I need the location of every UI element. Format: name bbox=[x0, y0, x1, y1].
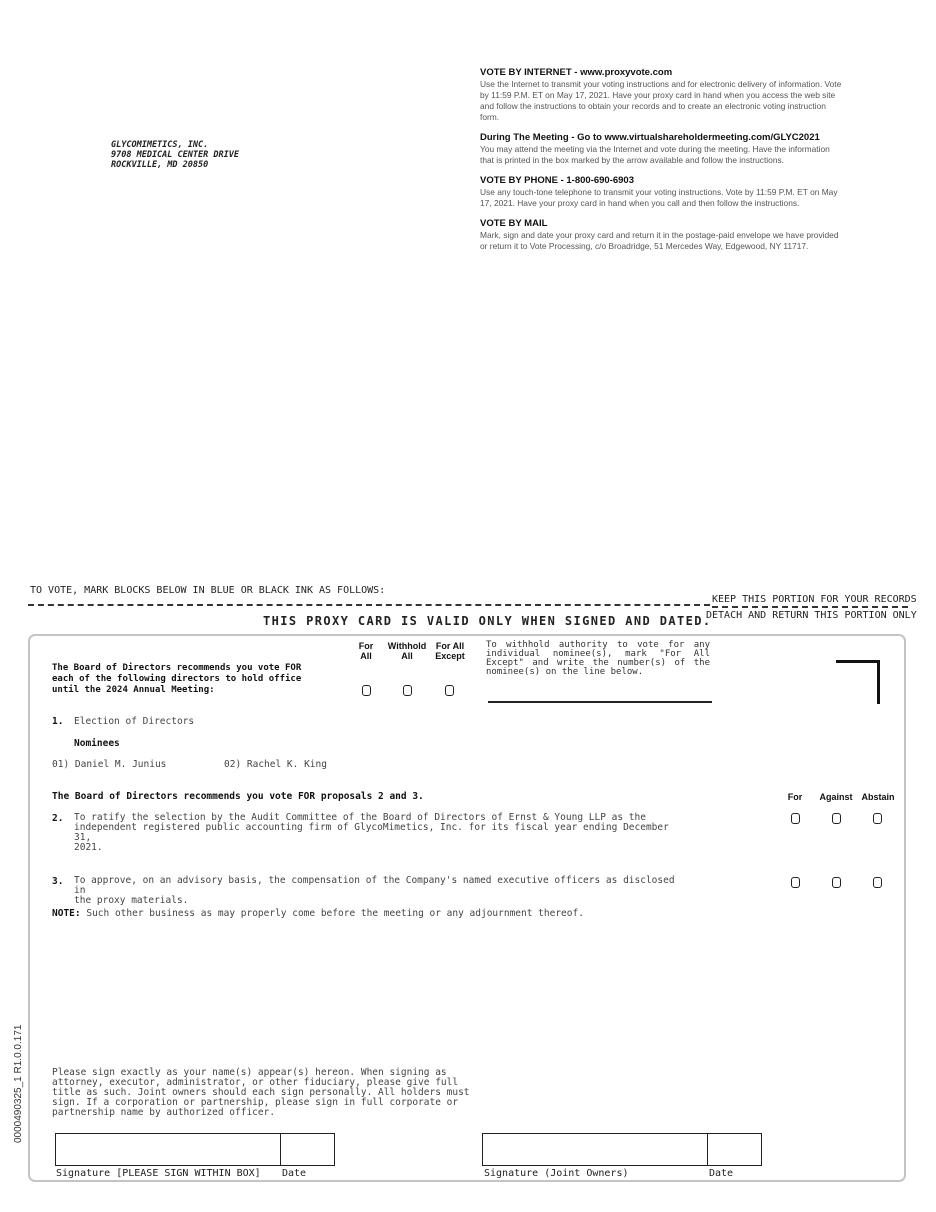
sign-instructions-line1: Please sign exactly as your name(s) appear(s) hereon. When signing as bbox=[52, 1067, 447, 1078]
col-for-all-except-line2: Except bbox=[435, 651, 465, 661]
sign-instructions bbox=[52, 1068, 472, 1118]
item2-abstain-checkbox[interactable] bbox=[873, 813, 882, 824]
valid-notice: THIS PROXY CARD IS VALID ONLY WHEN SIGNED AND DATED. bbox=[263, 614, 712, 628]
item2-line3: 2021. bbox=[74, 842, 103, 853]
withhold-instruction: To withhold authority to vote for any individual nominee(s), mark "For All Except" and write the number(s) of the nominee(s) on the line below. bbox=[486, 640, 710, 677]
sign-instructions-line3: title as such. Joint owners should each sign personally. All holders must bbox=[52, 1087, 470, 1098]
vote-internet-heading: VOTE BY INTERNET - www.proxyvote.com bbox=[480, 67, 673, 78]
vote-mail-section bbox=[480, 218, 846, 252]
document-code: 0000490325_1 R1.0.0.171 bbox=[13, 1024, 24, 1143]
item1-number: 1. bbox=[52, 716, 64, 727]
company-street: 9708 MEDICAL CENTER DRIVE bbox=[111, 150, 239, 160]
joint-signature-label: Signature (Joint Owners) bbox=[484, 1168, 629, 1179]
date-box[interactable] bbox=[280, 1133, 335, 1166]
company-name: GLYCOMIMETICS, INC. bbox=[111, 140, 209, 150]
vote-mail-text: Mark, sign and date your proxy card and return it in the postage-paid envelope we have provided or return it to Vote Processing, c/o Broadridge, 51 Mercedes Way, Edgewood, NY 11717. bbox=[480, 230, 839, 251]
item3-number: 3. bbox=[52, 876, 64, 887]
corner-mark bbox=[836, 660, 880, 704]
item2-for-checkbox[interactable] bbox=[791, 813, 800, 824]
nominee-1: 01) Daniel M. Junius bbox=[52, 759, 167, 770]
sign-instructions-line4: sign. If a corporation or partnership, please sign in full corporate or bbox=[52, 1097, 459, 1108]
note bbox=[52, 908, 584, 919]
col-withhold-all bbox=[384, 641, 430, 661]
item2-text bbox=[74, 813, 684, 853]
col-for-all-line2: All bbox=[360, 651, 372, 661]
detach-return-label: DETACH AND RETURN THIS PORTION ONLY bbox=[706, 610, 917, 621]
item2-line2: independent registered public accounting firm of GlycoMimetics, Inc. for its fiscal year ending December 31, bbox=[74, 822, 669, 843]
item3-line1: To approve, on an advisory basis, the compensation of the Company's named executive officers as disclosed in bbox=[74, 875, 675, 896]
item3-line2: the proxy materials. bbox=[74, 895, 189, 906]
item3-abstain-checkbox[interactable] bbox=[873, 877, 882, 888]
vote-phone-heading: VOTE BY PHONE - 1-800-690-6903 bbox=[480, 175, 635, 186]
col-for-all bbox=[352, 641, 380, 661]
board-directors-recommendation bbox=[52, 663, 301, 696]
vote-meeting-text: You may attend the meeting via the Internet and vote during the meeting. Have the information that is printed in the box marked by the arrow available and follow the instructions. bbox=[480, 144, 830, 165]
item2-against-checkbox[interactable] bbox=[832, 813, 841, 824]
vote-internet-text: Use the Internet to transmit your voting instructions and for electronic delivery of information. Vote by 11:59 P.M. ET on May 17, 2021. Have your proxy card in hand when you access the web site and follow the instructions to obtain your records and to create an electronic voting instruction form. bbox=[480, 79, 842, 122]
signature-label: Signature [PLEASE SIGN WITHIN BOX] bbox=[56, 1168, 261, 1179]
board-rec-line3: until the 2024 Annual Meeting: bbox=[52, 685, 215, 695]
nominees-label: Nominees bbox=[74, 738, 120, 749]
company-address bbox=[111, 140, 239, 170]
col-withhold-all-line1: Withhold bbox=[387, 641, 427, 651]
nominee-2: 02) Rachel K. King bbox=[224, 759, 327, 770]
col-for-all-except bbox=[430, 641, 470, 661]
detach-dashed-line bbox=[28, 604, 710, 606]
item3-for-checkbox[interactable] bbox=[791, 877, 800, 888]
vote-phone-text: Use any touch-tone telephone to transmit your voting instructions. Vote by 11:59 P.M. ET on May 17, 2021. Have your proxy card in hand when you call and then follow the instructions. bbox=[480, 187, 838, 208]
item2-line1: To ratify the selection by the Audit Committee of the Board of Directors of Ernst & Young LLP as the bbox=[74, 812, 646, 823]
item3-text bbox=[74, 876, 684, 906]
item1-label: Election of Directors bbox=[74, 716, 195, 727]
vote-internet-section bbox=[480, 67, 846, 123]
directors-withhold-all-checkbox[interactable] bbox=[403, 685, 412, 696]
sign-instructions-line5: partnership name by authorized officer. bbox=[52, 1107, 276, 1118]
joint-date-box[interactable] bbox=[707, 1133, 762, 1166]
vote-meeting-section bbox=[480, 132, 846, 166]
col-against: Against bbox=[819, 792, 853, 802]
col-withhold-all-line2: All bbox=[401, 651, 413, 661]
col-for: For bbox=[787, 792, 803, 802]
joint-date-label: Date bbox=[709, 1168, 734, 1179]
board-proposals-recommendation: The Board of Directors recommends you vote FOR proposals 2 and 3. bbox=[52, 791, 424, 802]
vote-meeting-heading: During The Meeting - Go to www.virtualshareholdermeeting.com/GLYC2021 bbox=[480, 132, 820, 143]
date-label: Date bbox=[282, 1168, 307, 1179]
vote-mail-heading: VOTE BY MAIL bbox=[480, 218, 548, 229]
note-label: NOTE: bbox=[52, 908, 81, 919]
col-for-all-except-line1: For All bbox=[435, 641, 465, 651]
directors-for-all-checkbox[interactable] bbox=[362, 685, 371, 696]
joint-signature-box[interactable] bbox=[482, 1133, 708, 1166]
voting-instructions bbox=[480, 67, 846, 261]
vote-phone-section bbox=[480, 175, 846, 209]
item3-against-checkbox[interactable] bbox=[832, 877, 841, 888]
note-text: Such other business as may properly come before the meeting or any adjournment thereof. bbox=[86, 908, 584, 919]
to-vote-instruction: TO VOTE, MARK BLOCKS BELOW IN BLUE OR BLACK INK AS FOLLOWS: bbox=[30, 585, 386, 596]
col-for-all-line1: For bbox=[358, 641, 374, 651]
directors-for-all-except-checkbox[interactable] bbox=[445, 685, 454, 696]
board-rec-line1: The Board of Directors recommends you vote FOR bbox=[52, 663, 302, 673]
board-rec-line2: each of the following directors to hold office bbox=[52, 674, 302, 684]
col-abstain: Abstain bbox=[861, 792, 895, 802]
keep-dashed-line bbox=[712, 606, 908, 608]
nominee-number-write-line[interactable] bbox=[488, 701, 712, 703]
signature-box[interactable] bbox=[55, 1133, 281, 1166]
keep-portion-label: KEEP THIS PORTION FOR YOUR RECORDS bbox=[712, 594, 917, 605]
item2-number: 2. bbox=[52, 813, 64, 824]
company-city: ROCKVILLE, MD 20850 bbox=[111, 160, 209, 170]
sign-instructions-line2: attorney, executor, administrator, or other fiduciary, please give full bbox=[52, 1077, 459, 1088]
